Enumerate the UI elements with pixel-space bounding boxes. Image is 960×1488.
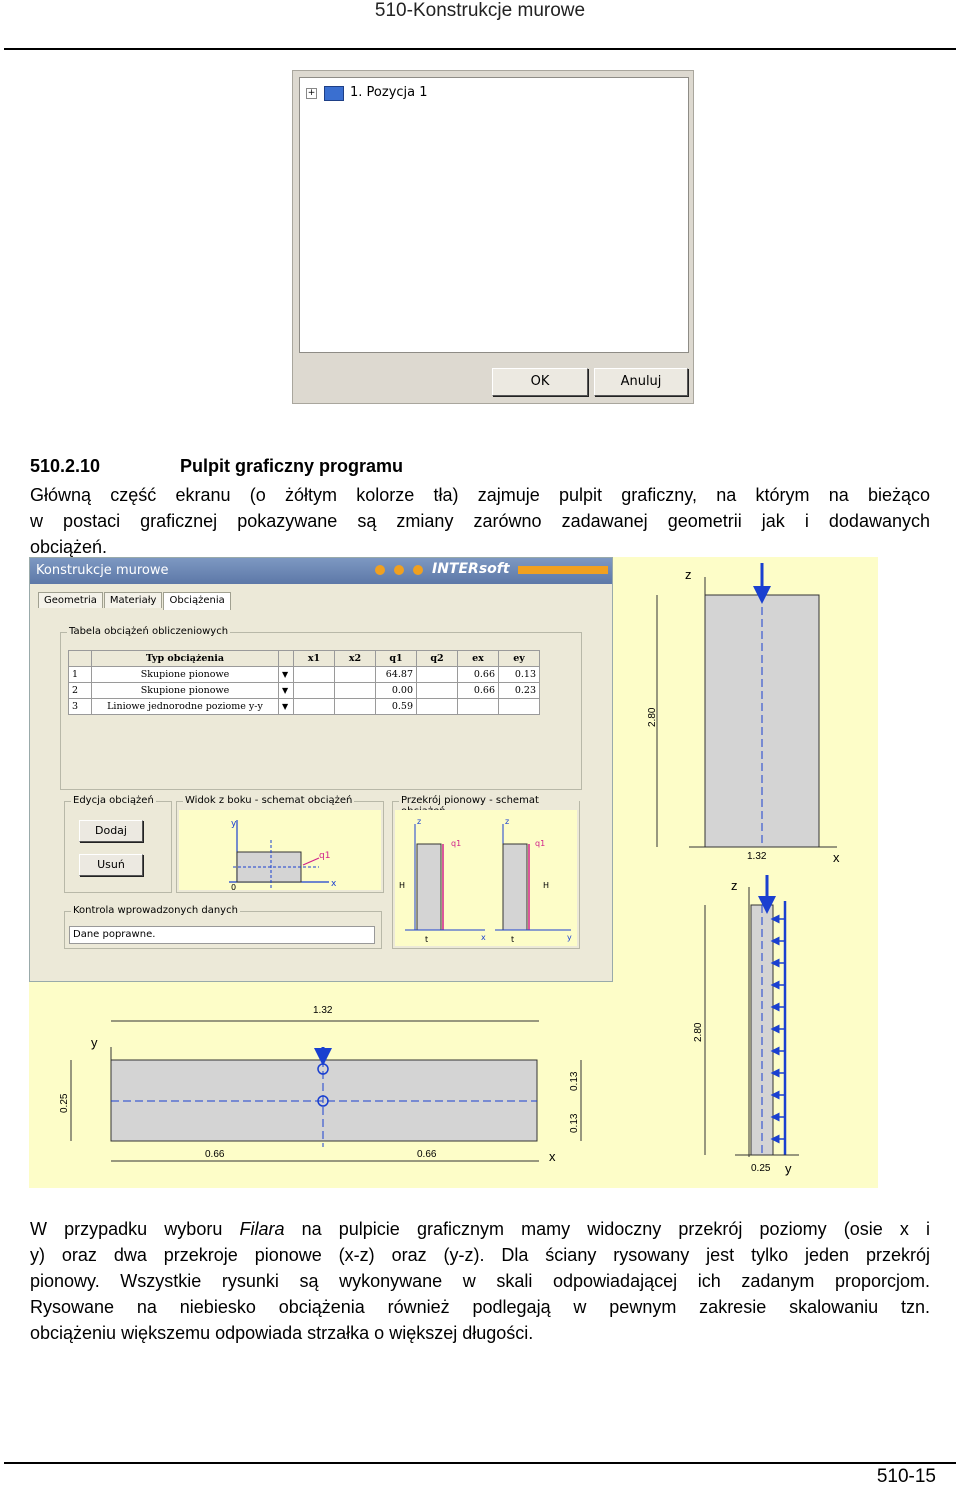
label-q1: q1 [535,839,546,848]
section-title: Pulpit graficzny programu [180,456,404,476]
col-header: ex [458,651,499,667]
dropdown-icon[interactable]: ▼ [279,683,294,699]
label-x: x [549,1149,556,1164]
label-y: y [91,1035,98,1050]
expand-icon[interactable]: + [307,88,316,98]
label-z: z [685,567,692,582]
group-label: Edycja obciążeń [73,795,154,806]
dropdown-icon[interactable]: ▼ [279,699,294,715]
dim-label: 0.25 [59,1093,70,1113]
body-text: W przypadku wyboru [30,1219,240,1239]
dropdown-icon[interactable]: ▼ [279,667,294,683]
intro-line-3: obciążeń. [30,537,108,557]
dim-label: 1.32 [313,1005,333,1016]
page-header: 510-Konstrukcje murowe [374,0,586,21]
group-label: Widok z boku - schemat obciążeń [185,795,353,806]
row-number: 1 [69,667,92,683]
cancel-button[interactable]: Anuluj [594,368,688,396]
label-t: t [425,935,429,944]
control-status: Dane poprawne. [69,926,375,944]
group-label: Kontrola wprowadzonych danych [73,905,238,916]
tab-obciazenia[interactable]: Obciążenia [163,592,230,610]
row-number: 2 [69,683,92,699]
cell-q1[interactable]: 0.00 [376,683,417,699]
dim-label: 0.66 [417,1149,437,1160]
dim-label: 2.80 [693,1022,704,1042]
add-button[interactable]: Dodaj [79,820,143,842]
brand-logo: INTERsoft [432,561,510,577]
tab-geometria[interactable]: Geometria [38,592,103,608]
body-emphasis: Filara [239,1219,285,1239]
dim-label: 2.80 [647,707,658,727]
label-y: y [785,1161,792,1176]
cell-q1[interactable]: 64.87 [376,667,417,683]
footer-rule [4,1462,956,1464]
group-label: Tabela obciążeń obliczeniowych [69,626,229,637]
dim-label: 0.25 [751,1163,771,1174]
structural-drawing [29,557,878,1188]
dim-label: 0.13 [569,1113,580,1133]
page-number: 510-15 [876,1466,936,1487]
label-q1: q1 [319,851,331,861]
label-z: z [731,878,738,893]
col-header: ey [499,651,540,667]
col-header: q1 [376,651,417,667]
dim-label: 0.66 [205,1149,225,1160]
label-o: 0 [231,883,237,890]
position-tree[interactable] [299,77,689,353]
body-line-3: pionowy. Wszystkie rysunki są wykonywane w skali odpowiadającej ich zadanym proporcjom. [30,1271,930,1291]
body-line-4: Rysowane na niebiesko obciążenia również podlegają w pewnym zakresie skalowaniu tzn. [30,1297,930,1317]
dim-label: 0.13 [569,1071,580,1091]
label-z: z [417,817,422,826]
distributed-load-arrows [775,919,785,1139]
tree-item-label[interactable]: 1. Pozycja 1 [350,85,428,100]
label-h: H [543,881,550,890]
col-header: x2 [335,651,376,667]
label-y: y [567,933,572,942]
label-x: x [833,850,840,865]
cell-ex[interactable]: 0.66 [458,667,499,683]
body-text: na pulpicie graficznym mamy widoczny przekrój poziomy (osie x i [284,1219,930,1239]
intro-line-2: w postaci graficznej pokazywane są zmiany zarówno zadawanej geometrii jak i dodawanych [30,511,930,531]
load-type-select[interactable]: Skupione pionowe [92,683,279,699]
group-label: Przekrój pionowy - schemat [399,795,579,817]
label-x: x [481,933,486,942]
label-h: H [399,881,406,890]
col-header: x1 [294,651,335,667]
row-number: 3 [69,699,92,715]
cell-ey[interactable]: 0.13 [499,667,540,683]
cell-ey[interactable]: 0.23 [499,683,540,699]
intro-line-1: Główną część ekranu (o żółtym kolorze tła) zajmuje pulpit graficzny, na którym na bieżąco [30,485,930,505]
label-q1: q1 [451,839,462,848]
label-x: x [331,879,337,889]
body-line-5: obciążeniu większemu odpowiada strzałka o większej długości. [30,1323,534,1343]
ok-button[interactable]: OK [492,368,588,396]
label-t: t [511,935,515,944]
cell-q1[interactable]: 0.59 [376,699,417,715]
label-z: z [505,817,510,826]
tab-materialy[interactable]: Materiały [104,592,163,608]
cell-ex[interactable]: 0.66 [458,683,499,699]
dim-label: 1.32 [747,851,767,862]
body-line-2: y) oraz dwa przekroje pionowe (x-z) oraz (y-z). Dla ściany rysowany jest tylko jeden przekrój [30,1245,930,1265]
section-number: 510.2.10 [30,456,101,476]
col-header: Typ obciążenia [92,651,279,667]
load-type-select[interactable]: Liniowe jednorodne poziome y-y [92,699,279,715]
header-rule [4,48,956,50]
folder-icon [324,86,344,101]
app-title: Konstrukcje murowe [36,563,169,578]
label-y: y [231,819,237,829]
body-line-1 [30,1216,930,1242]
remove-button[interactable]: Usuń [79,854,143,876]
col-header: q2 [417,651,458,667]
load-type-select[interactable]: Skupione pionowe [92,667,279,683]
position-dialog [292,70,694,404]
